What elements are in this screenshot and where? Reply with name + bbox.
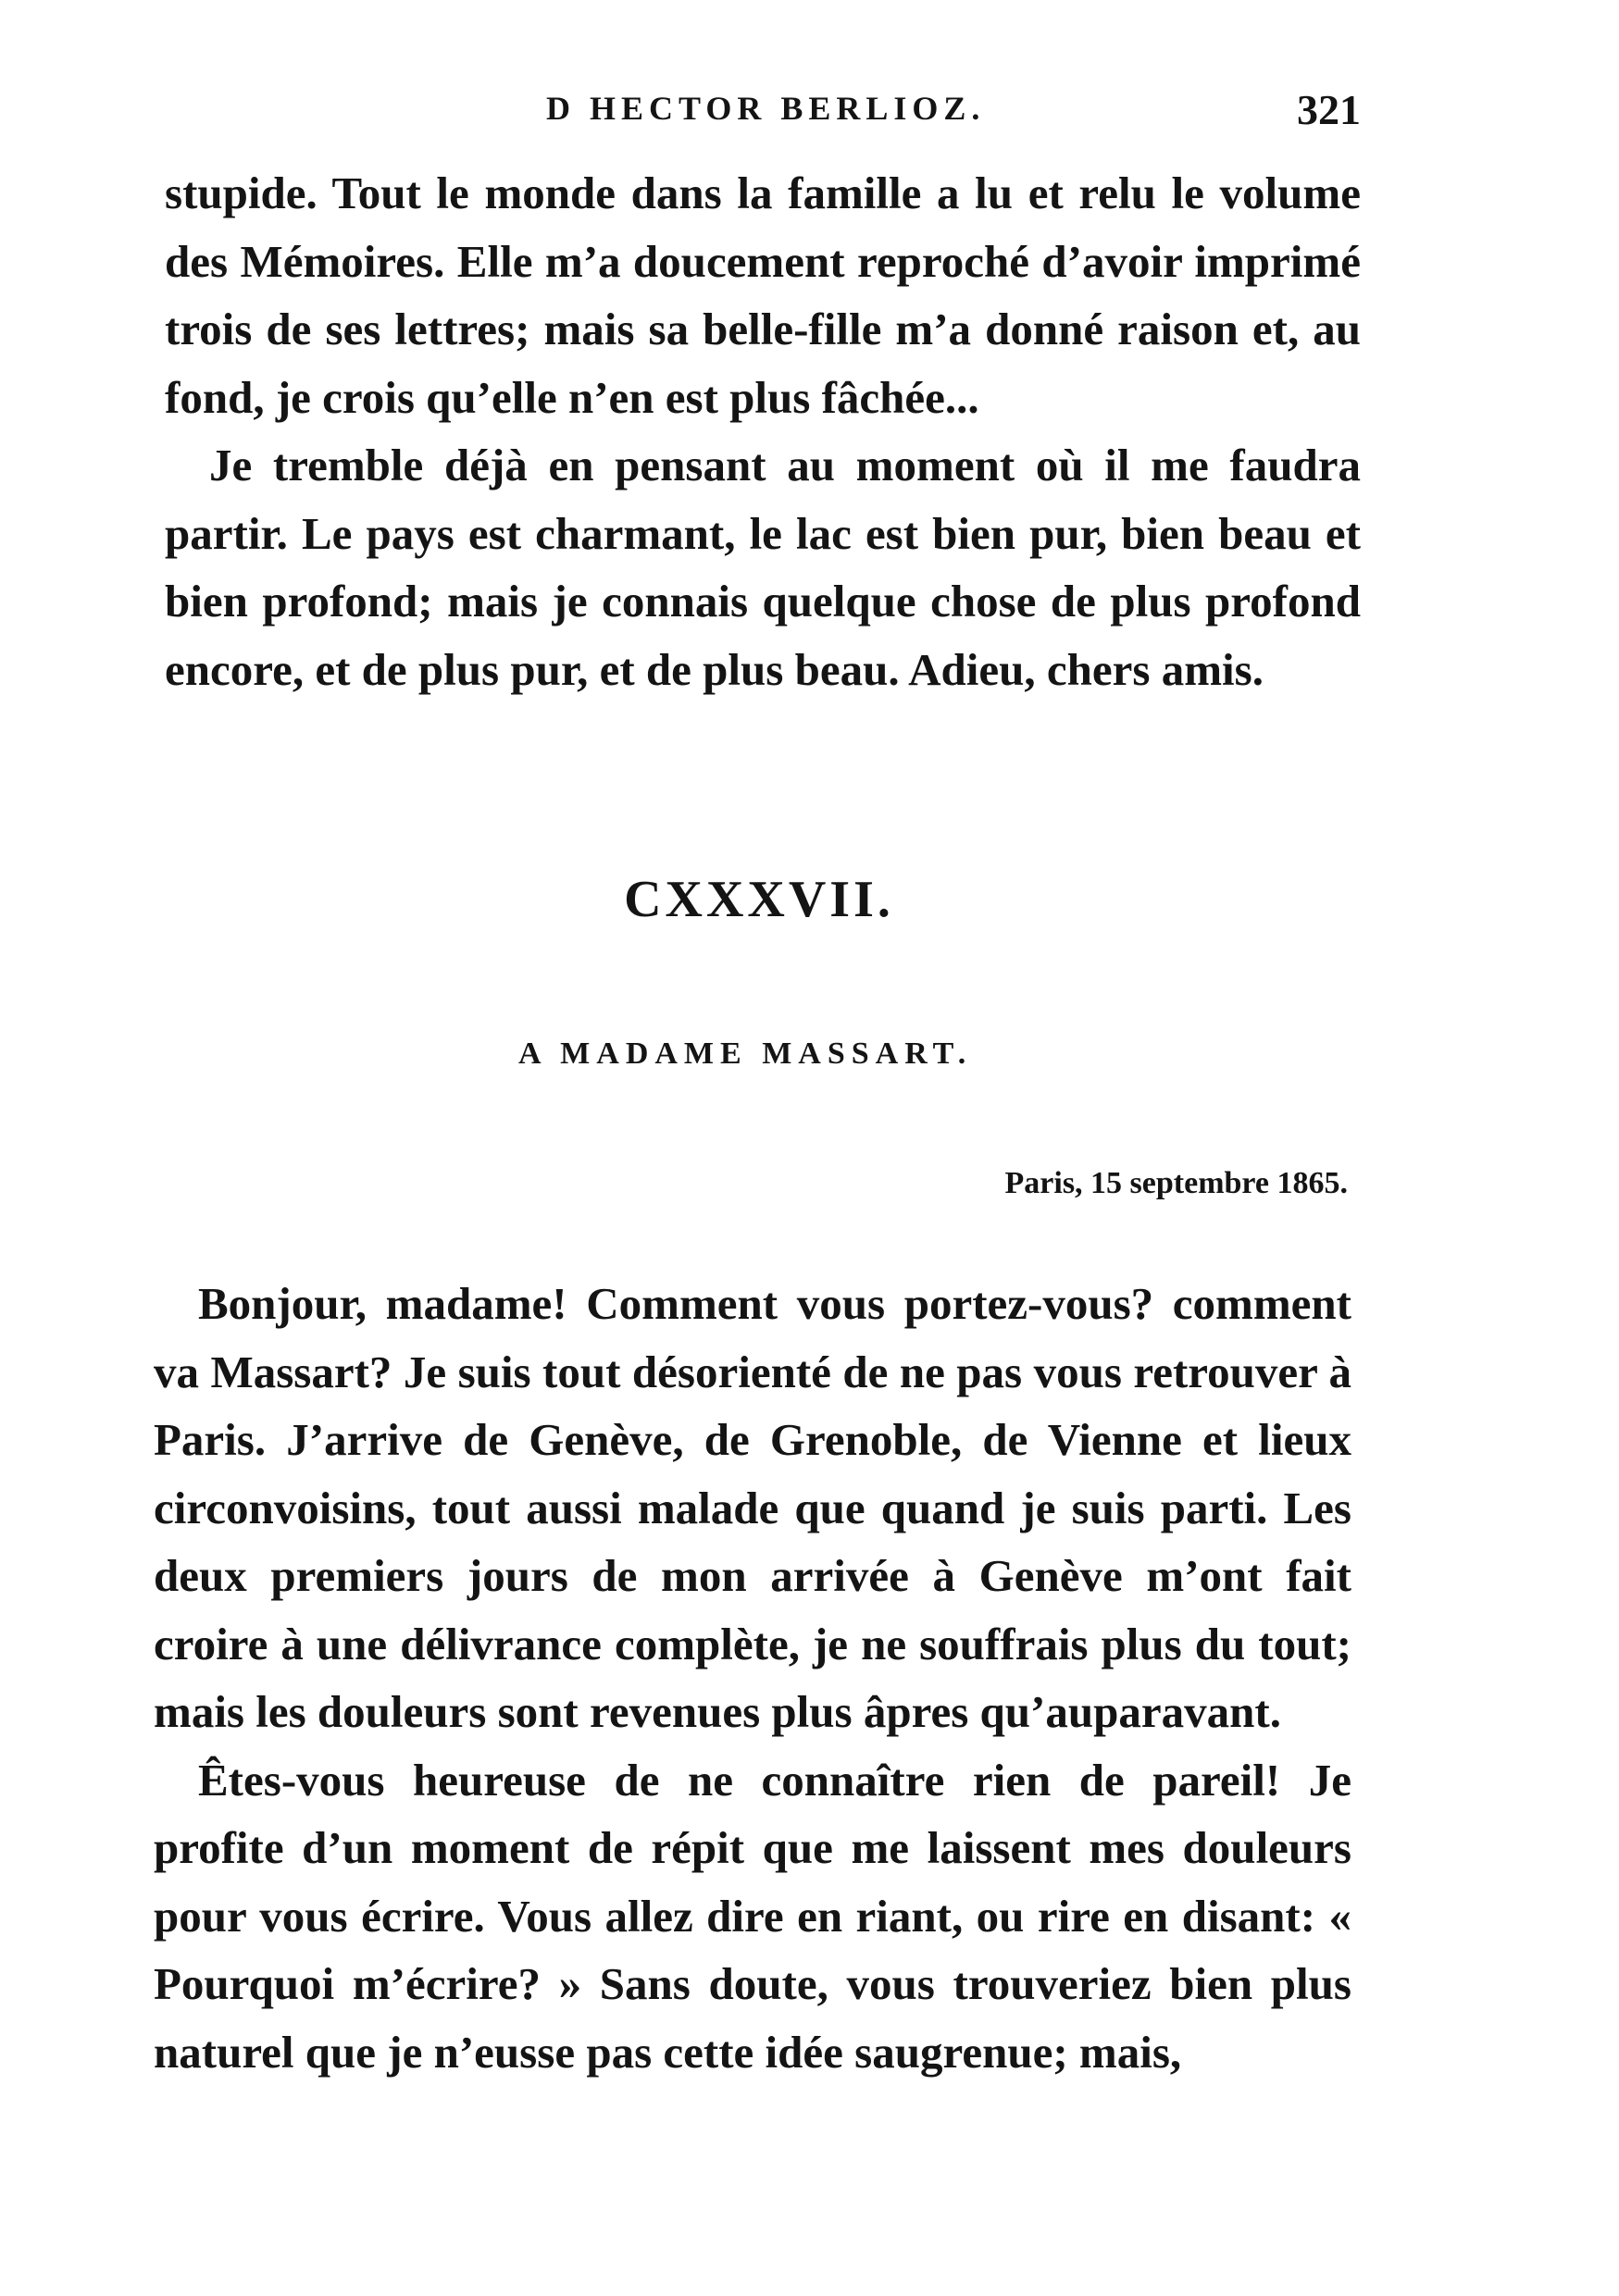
letter-dateline: Paris, 15 septembre 1865. (1004, 1166, 1348, 1200)
letter-recipient: A MADAME MASSART. (518, 1036, 973, 1071)
running-title: D HECTOR BERLIOZ. (546, 90, 986, 127)
paragraph: Je tremble déjà en pensant au moment où il me faudra partir. Le pays est charmant, le lac est bien pur, bien beau et bien profond; mais je connais quelque chose de plus profond encore, et de plus pur, et de plus beau. Adieu, chers amis. (165, 440, 1361, 695)
letter-body (154, 1270, 1351, 2086)
paragraph: Êtes-vous heureuse de ne connaître rien de pareil! Je profite d’un moment de répit que me laissent mes douleurs pour vous écrire. Vous allez dire en riant, ou rire en disant: « Pourquoi m’écrire? » Sans doute, vous trouveriez bien plus naturel que je n’eusse pas cette idée saugrenue; mais, (154, 1754, 1351, 2078)
paragraph: Bonjour, madame! Comment vous portez-vous? comment va Massart? Je suis tout désorienté de ne pas vous retrouver à Paris. J’arrive de Genève, de Grenoble, de Vienne et lieux circonvoisins, tout aussi malade que quand je suis parti. Les deux premiers jours de mon arrivée à Genève m’ont fait croire à une délivrance complète, je ne souffrais plus du tout; mais les douleurs sont revenues plus âpres qu’auparavant. (154, 1278, 1351, 1737)
continued-letter-text (165, 159, 1361, 703)
running-head (167, 85, 1361, 141)
page-number: 321 (1297, 86, 1361, 133)
letter-number: CXXXVII. (624, 871, 894, 928)
paragraph: stupide. Tout le monde dans la famille a lu et relu le volume des Mémoires. Elle m’a doucement reproché d’avoir imprimé trois de ses lettres; mais sa belle-fille m’a donné raison et, au fond, je crois qu’elle n’en est plus fâchée... (165, 168, 1361, 423)
